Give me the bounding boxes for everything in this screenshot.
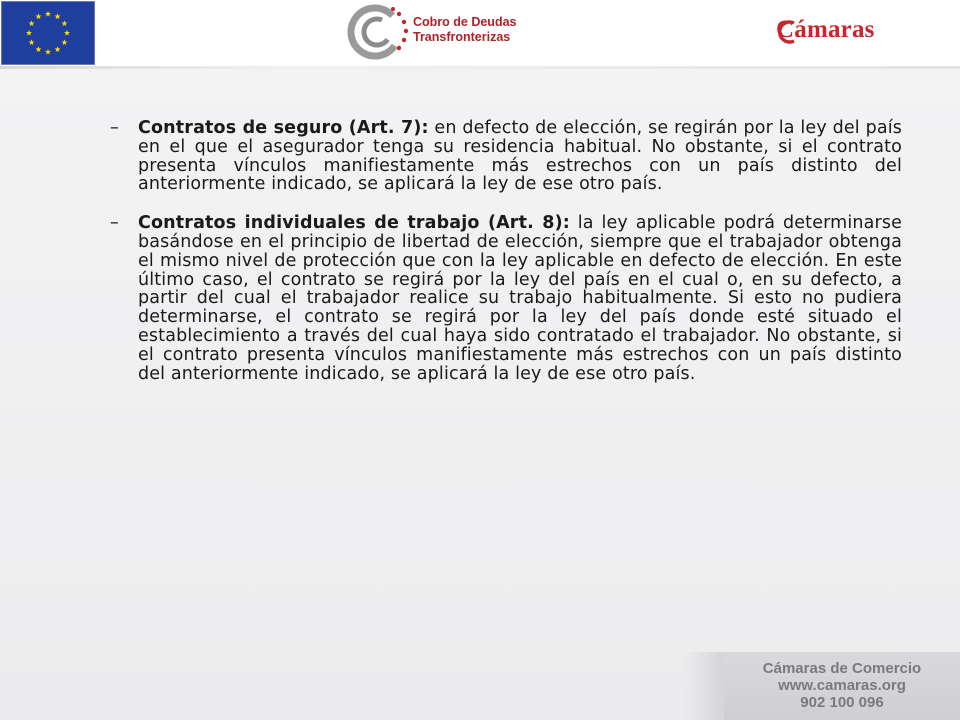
eu-star-icon: [35, 46, 41, 52]
eu-star-icon: [45, 49, 51, 55]
eu-star-icon: [26, 30, 32, 36]
eu-stars-icon: [2, 2, 94, 64]
eu-star-icon: [54, 13, 60, 19]
eu-star-icon: [54, 46, 60, 52]
bullet-item: [110, 214, 902, 383]
bullet-marker: –: [110, 118, 119, 138]
bullet-item: [110, 119, 902, 194]
bullet-lead: Contratos individuales de trabajo (Art. 8):: [138, 213, 570, 234]
eu-star-icon: [64, 30, 70, 36]
footer-contact: [724, 652, 960, 720]
header-divider: [0, 66, 960, 69]
footer-website: www.camaras.org: [778, 677, 906, 694]
eu-star-icon: [35, 13, 41, 19]
footer-phone: 902 100 096: [800, 694, 884, 711]
eu-star-icon: [61, 20, 67, 26]
footer-text: [724, 660, 960, 711]
eu-star-icon: [29, 39, 35, 45]
bullet-lead: Contratos de seguro (Art. 7):: [138, 118, 429, 138]
eu-star-icon: [45, 11, 51, 17]
cdt-logo-line2: Transfronterizas: [413, 30, 511, 44]
eu-flag-logo: [1, 1, 95, 65]
camaras-logo-text: Cámaras: [776, 16, 875, 43]
cobro-deudas-logo: [345, 0, 523, 64]
cdt-logo-text: [413, 15, 517, 45]
eu-star-icon: [29, 20, 35, 26]
cdt-emblem-icon: [347, 0, 411, 64]
eu-star-icon: [61, 39, 67, 45]
bullet-body: la ley aplicable podrá determinarse basándose en el principio de libertad de elección, siempre que el trabajador obtenga el mismo nivel de protección que con la ley aplicable en defecto de elección. En este último caso, el contrato se regirá por la ley del país en el cual o, en su defecto, a partir del cual el trabajador realice su trabajo habitualmente. Si esto no pudiera determinarse, el contrato se regirá por la ley del país donde esté situado el establecimiento a través del cual haya sido contratado el trabajador. No obstante, si el contrato presenta vínculos manifiestamente más estrechos con un país distinto del anteriormente indicado, se aplicará la ley de ese otro país.: [138, 213, 902, 384]
bullet-text: [138, 214, 902, 383]
footer-org-name: Cámaras de Comercio: [762, 660, 922, 677]
bullet-body: en defecto de elección, se regirán por la ley del país en el que el asegurador tenga su residencia habitual. No obstante, si el contrato presenta vínculos manifiestamente más estrechos con un país distinto del anteriormente indicado, se aplicará la ley de ese otro país.: [138, 118, 902, 195]
bullet-text: [138, 119, 902, 194]
bullet-marker: –: [110, 213, 119, 234]
cdt-logo-line1: Cobro de Deudas: [413, 15, 517, 29]
slide-body: [110, 119, 902, 403]
